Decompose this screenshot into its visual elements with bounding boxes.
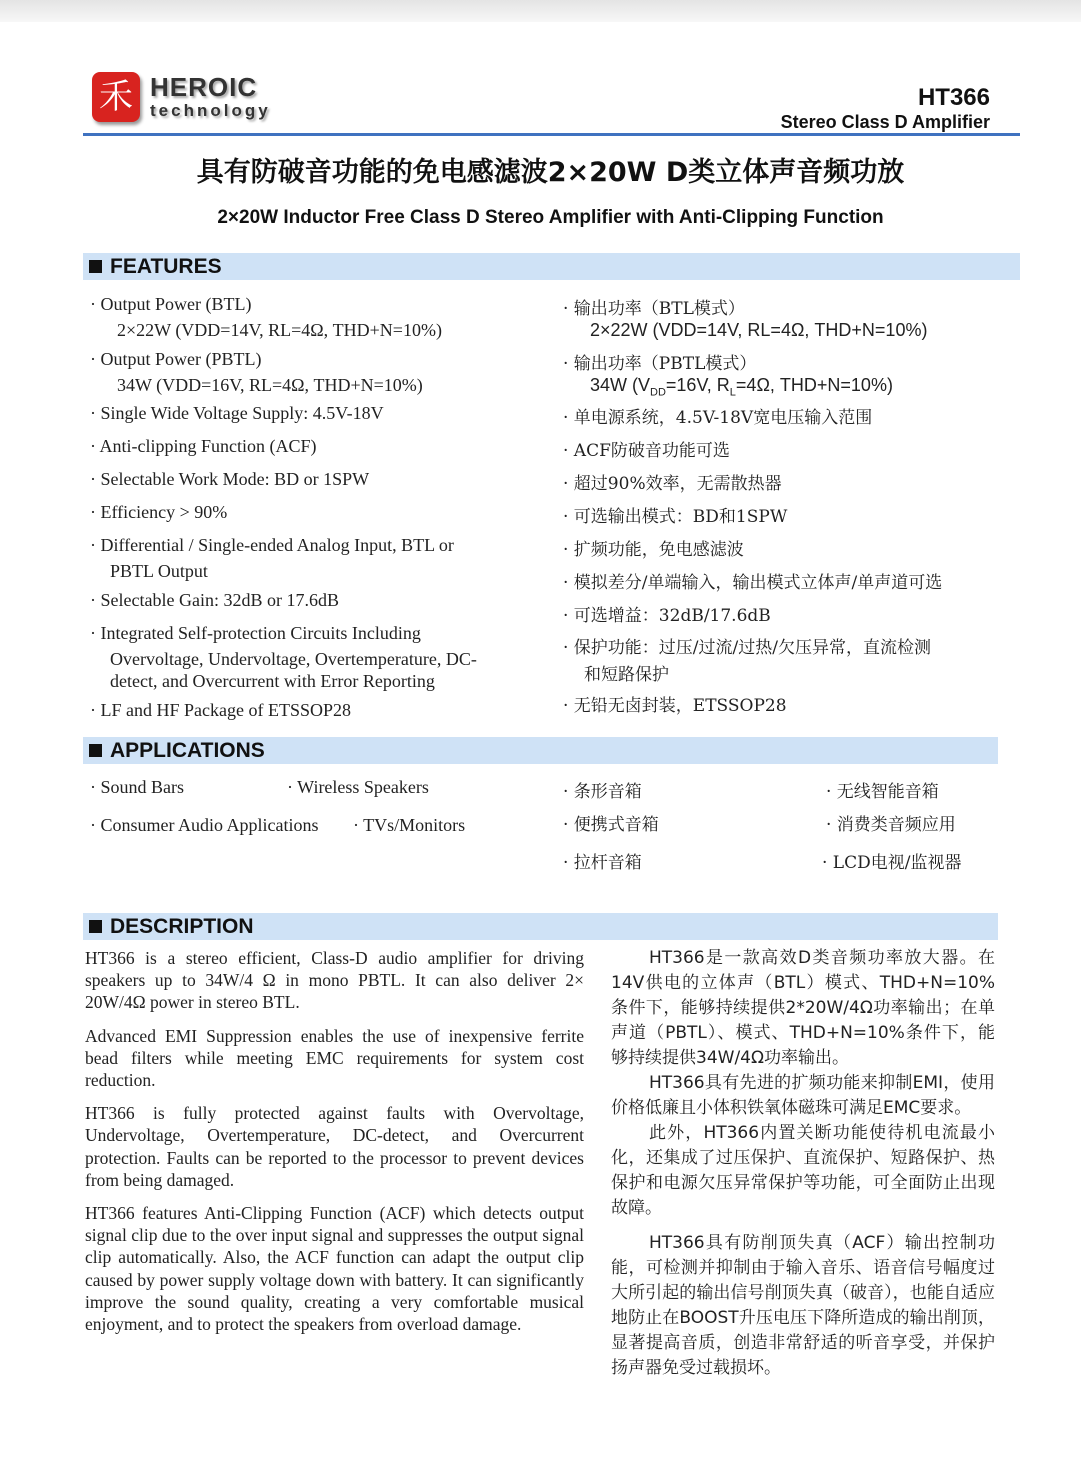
feature-item: · 可选输出模式：BD和1SPW bbox=[563, 507, 788, 527]
heroic-logo-icon: 禾 bbox=[92, 72, 140, 122]
feature-item: · 扩频功能，免电感滤波 bbox=[563, 540, 744, 560]
application-item: · 无线智能音箱 bbox=[826, 782, 939, 802]
description-paragraph: HT366 is fully protected against faults with Overvoltage, Undervoltage, Overtemperature, DC-detect, and Overcurrent protection. Faults can be reported to the processor to prevent devices from being damaged. bbox=[85, 1103, 584, 1190]
subscript: L bbox=[729, 386, 736, 399]
application-item: · 便携式音箱 bbox=[563, 815, 659, 835]
feature-detail: 2×22W (VDD=14V, RL=4Ω, THD+N=10%) bbox=[117, 320, 442, 340]
feature-item: · Efficiency > 90% bbox=[90, 502, 228, 522]
application-item: · LCD电视/监视器 bbox=[822, 853, 962, 873]
feature-item: · Selectable Gain: 32dB or 17.6dB bbox=[90, 590, 339, 610]
feature-detail bbox=[590, 375, 893, 399]
description-heading bbox=[83, 913, 998, 940]
feature-item: · 无铅无卤封装，ETSSOP28 bbox=[563, 696, 787, 716]
feature-detail: detect, and Overcurrent with Error Reporting bbox=[110, 671, 435, 691]
features-heading bbox=[83, 253, 1020, 280]
feature-item: · LF and HF Package of ETSSOP28 bbox=[90, 700, 351, 720]
feature-item: · 输出功率（PBTL模式） bbox=[563, 354, 757, 374]
description-chinese bbox=[611, 946, 995, 1381]
feature-item: · Anti-clipping Function (ACF) bbox=[90, 436, 317, 456]
application-item: · Sound Bars bbox=[90, 777, 184, 797]
feature-item: · 单电源系统，4.5V-18V宽电压输入范围 bbox=[563, 408, 873, 428]
description-paragraph: HT366是一款高效D类音频功率放大器。在14V供电的立体声（BTL）模式、THD+N=10%条件下，能够持续提供2*20W/4Ω功率输出；在单声道（PBTL）、模式、THD+N=10%条件下，能够持续提供34W/4Ω功率输出。 bbox=[611, 948, 995, 1068]
description-paragraph: HT366 is a stereo efficient, Class-D audio amplifier for driving speakers up to 34W/4 Ω in mono PBTL. It can also deliver 2× 20W/4Ω power in stereo BTL. bbox=[85, 948, 584, 1013]
title-chinese: 具有防破音功能的免电感滤波2×20W D类立体声音频功放 bbox=[196, 157, 905, 188]
page-edge bbox=[0, 0, 1081, 22]
application-item: · 拉杆音箱 bbox=[563, 853, 642, 873]
description-paragraph: HT366具有先进的扩频功能来抑制EMI，使用价格低廉且小体积铁氧体磁珠可满足EMC要求。 bbox=[611, 1073, 995, 1118]
description-paragraph: HT366 features Anti-Clipping Function (ACF) which detects output signal clip due to the over input signal and suppresses the output signal clip automatically. Also, the ACF function can adapt the output clip caused by power supply voltage down with battery. It can significantly improve the sound quality, creating a very comfortable musical enjoyment, and to protect the speakers from overload damage. bbox=[85, 1203, 584, 1335]
text-part: =4Ω, THD+N=10%) bbox=[735, 375, 893, 395]
application-item: · Wireless Speakers bbox=[287, 777, 429, 797]
feature-item: · Integrated Self-protection Circuits Including bbox=[90, 623, 421, 643]
feature-item: · 保护功能：过压/过流/过热/欠压异常，直流检测 bbox=[563, 638, 931, 658]
part-description: Stereo Class D Amplifier bbox=[780, 112, 990, 132]
feature-item: · Single Wide Voltage Supply: 4.5V-18V bbox=[90, 403, 384, 423]
application-item: · 条形音箱 bbox=[563, 782, 642, 802]
feature-item: · 输出功率（BTL模式） bbox=[563, 299, 745, 319]
feature-item: · 模拟差分/单端输入，输出模式立体声/单声道可选 bbox=[563, 573, 943, 593]
brand-subtitle: technology bbox=[150, 101, 271, 120]
feature-item: · Differential / Single-ended Analog Input, BTL or bbox=[90, 535, 454, 555]
description-english bbox=[85, 947, 584, 1346]
brand-name: HEROIC bbox=[150, 72, 258, 102]
applications-heading bbox=[83, 737, 998, 764]
description-paragraph: HT366具有防削顶失真（ACF）输出控制功能，可检测并抑制由于输入音乐、语音信号幅度过大所引起的输出信号削顶失真（破音），也能自适应地防止在BOOST升压电压下降所造成的输出削顶，显著提高音质，创造非常舒适的听音享受，并保护扬声器免受过载损坏。 bbox=[611, 1233, 995, 1378]
description-paragraph: 此外，HT366内置关断功能使待机电流最小化，还集成了过压保护、直流保护、短路保护、热保护和电源欠压异常保护等功能，可全面防止出现故障。 bbox=[611, 1123, 995, 1218]
features-heading-text: FEATURES bbox=[110, 255, 222, 278]
feature-detail: PBTL Output bbox=[110, 561, 208, 581]
feature-item: · 可选增益：32dB/17.6dB bbox=[563, 606, 771, 626]
feature-detail: 34W (VDD=16V, RL=4Ω, THD+N=10%) bbox=[117, 375, 423, 395]
header-divider bbox=[83, 133, 1020, 136]
application-item: · TVs/Monitors bbox=[353, 815, 466, 835]
feature-detail: 和短路保护 bbox=[584, 665, 669, 685]
feature-item: · Output Power (BTL) bbox=[90, 294, 252, 314]
feature-item: · ACF防破音功能可选 bbox=[563, 441, 730, 461]
application-item: · Consumer Audio Applications bbox=[90, 815, 319, 835]
feature-detail: 2×22W (VDD=14V, RL=4Ω, THD+N=10%) bbox=[590, 320, 928, 340]
text-part: 34W (V bbox=[590, 375, 651, 395]
feature-item: · Output Power (PBTL) bbox=[90, 349, 262, 369]
text-part: =16V, R bbox=[665, 375, 730, 395]
feature-detail: Overvoltage, Undervoltage, Overtemperature, DC- bbox=[110, 649, 477, 669]
feature-item: · Selectable Work Mode: BD or 1SPW bbox=[90, 469, 370, 489]
feature-item: · 超过90%效率，无需散热器 bbox=[563, 474, 782, 494]
title-english: 2×20W Inductor Free Class D Stereo Amplifier with Anti-Clipping Function bbox=[217, 207, 884, 228]
application-item: · 消费类音频应用 bbox=[826, 815, 956, 835]
subscript: DD bbox=[650, 386, 666, 399]
description-paragraph: Advanced EMI Suppression enables the use of inexpensive ferrite bead filters while meeting EMC requirements for system cost reduction. bbox=[85, 1025, 584, 1091]
applications-heading-text: APPLICATIONS bbox=[110, 739, 265, 762]
part-number: HT366 bbox=[917, 84, 990, 111]
description-heading-text: DESCRIPTION bbox=[110, 915, 254, 938]
